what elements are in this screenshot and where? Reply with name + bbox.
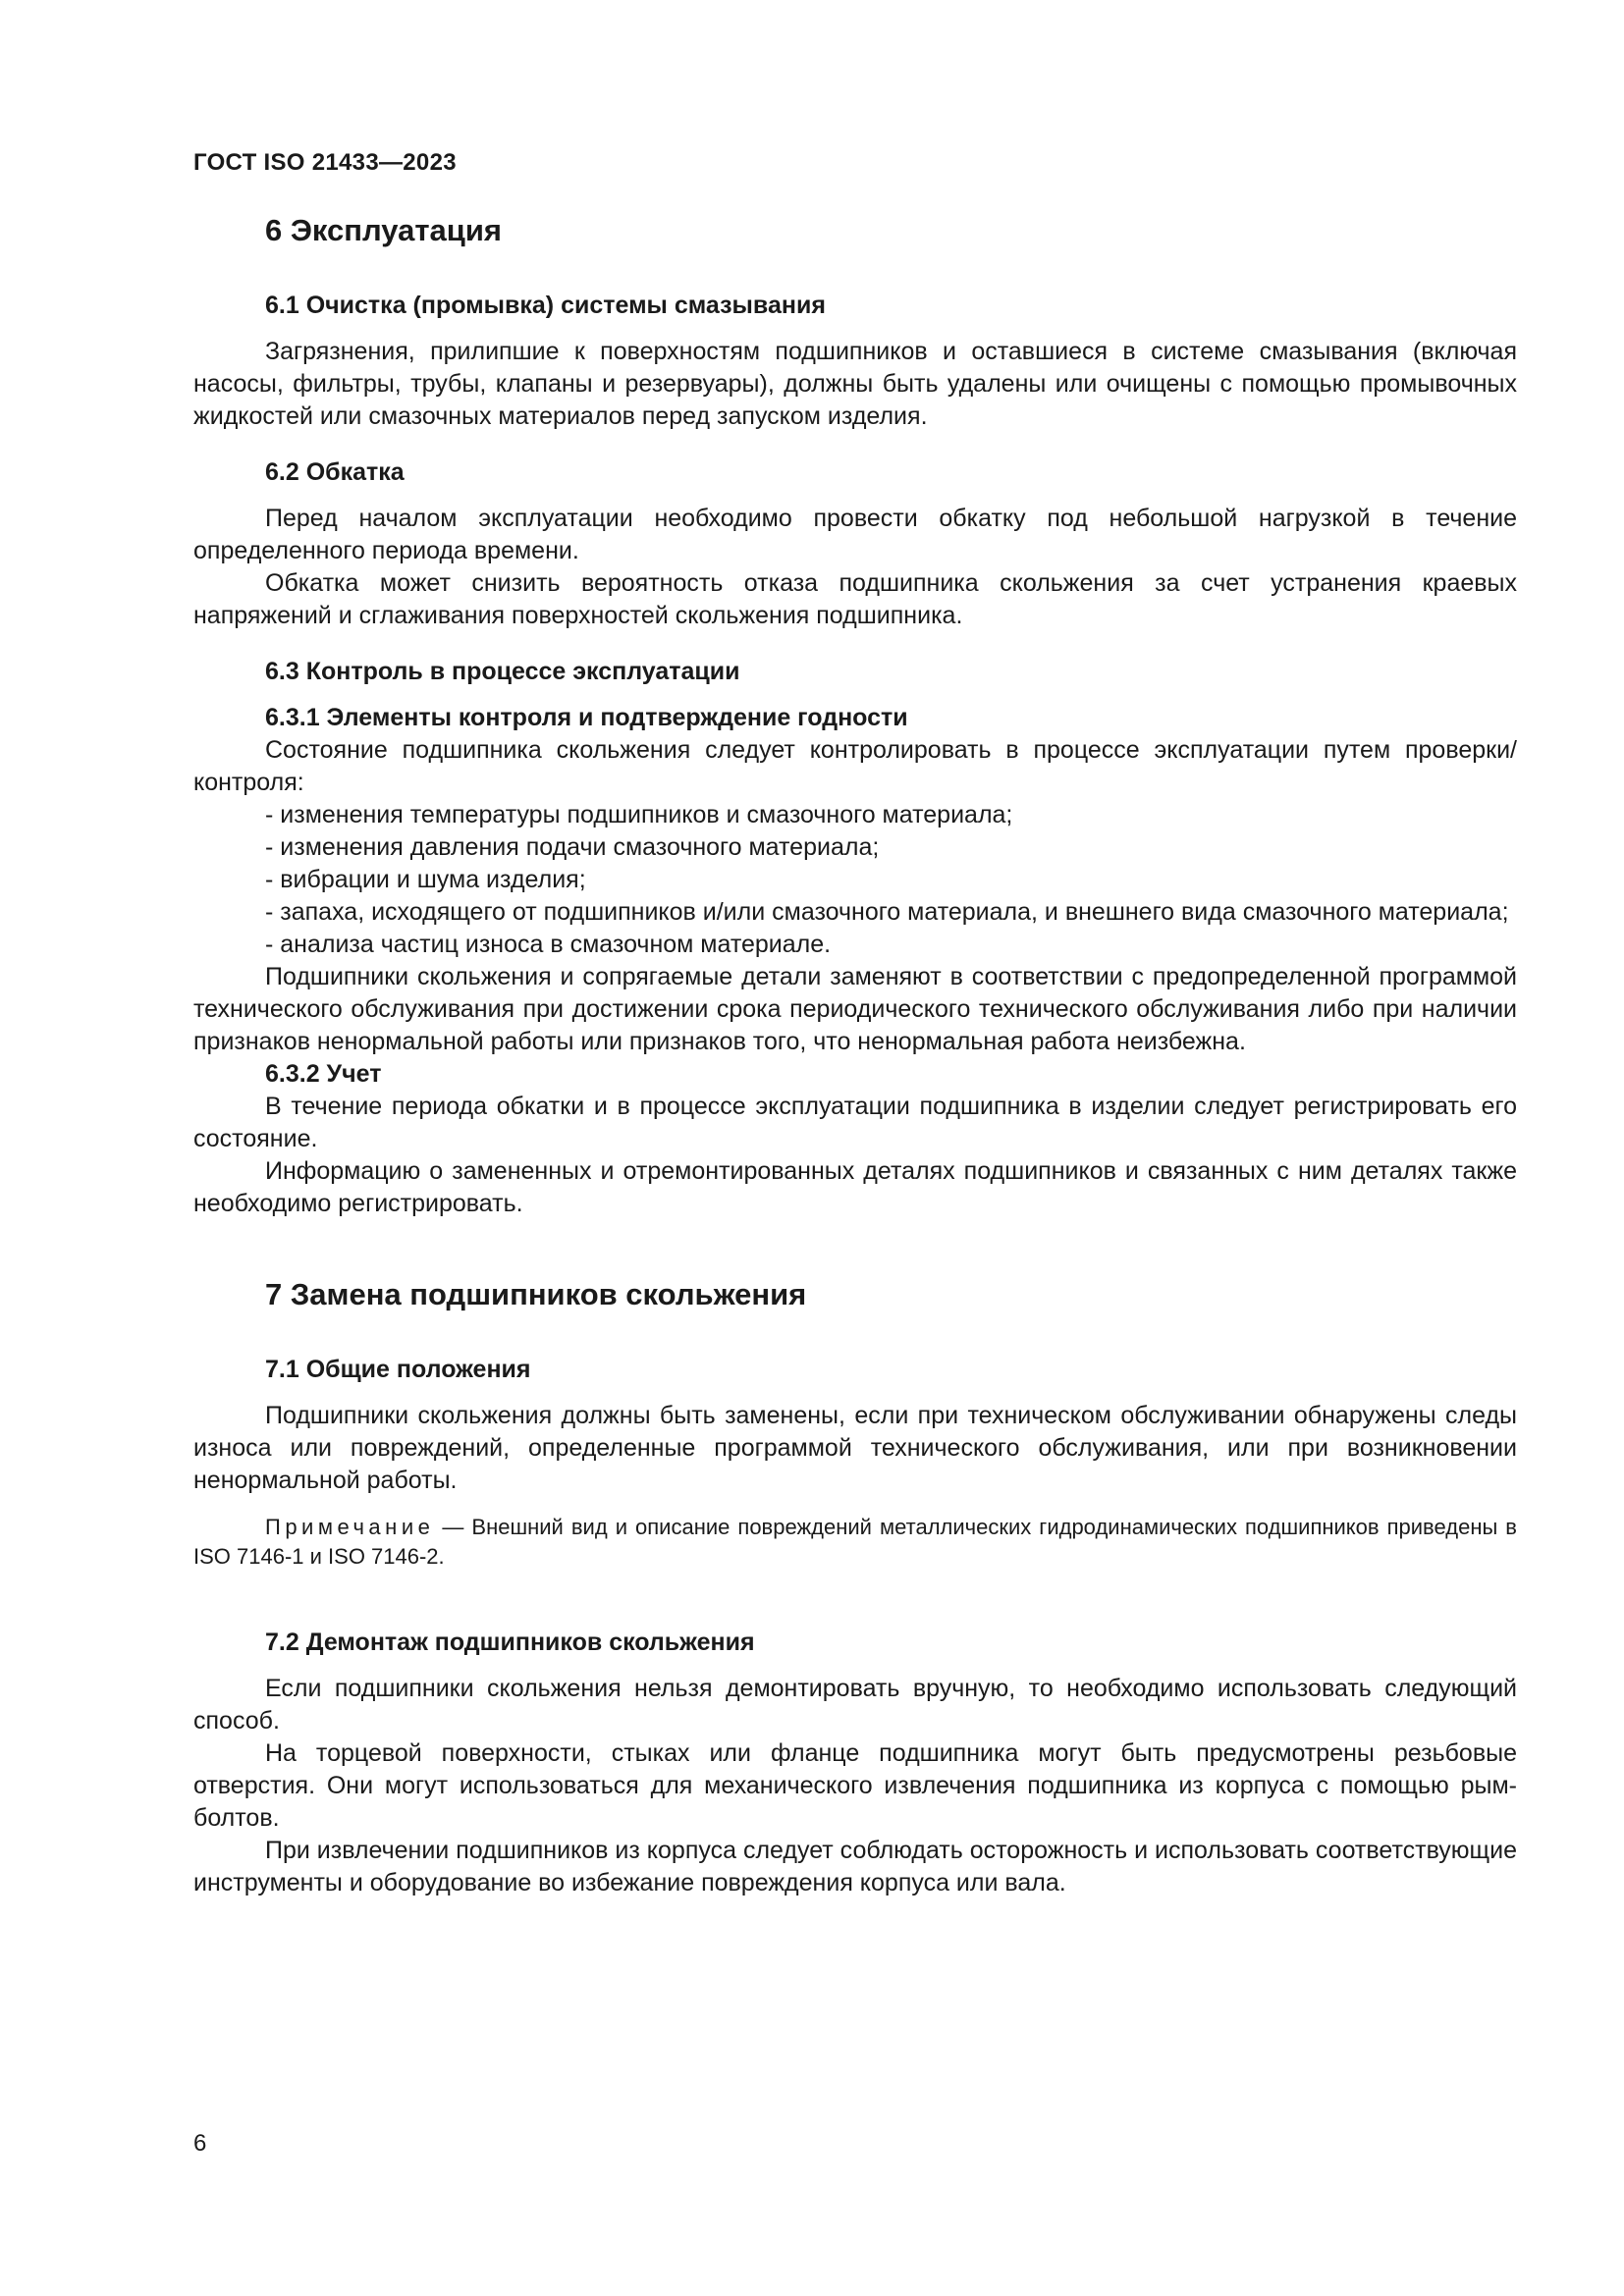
section-6-3-2-paragraph-1: В течение периода обкатки и в процессе эксплуатации подшипника в изделии следует регистрировать его состояние. xyxy=(193,1093,1517,1152)
section-6-1-paragraph: Загрязнения, прилипшие к поверхностям подшипников и оставшиеся в системе смазывания (включая насосы, фильтры, трубы, клапаны и резервуары), должны быть удалены или очищены с помощью промывочных жидкостей или смазочных материалов перед запуском изделия. xyxy=(193,338,1517,430)
section-7-2-paragraph-3: При извлечении подшипников из корпуса следует соблюдать осторожность и использовать соответствующие инструменты и оборудование во избежание повреждения корпуса или вала. xyxy=(193,1837,1517,1896)
section-6-2-paragraph-1: Перед началом эксплуатации необходимо провести обкатку под небольшой нагрузкой в течение определенного периода времени. xyxy=(193,505,1517,564)
note-text: — Внешний вид и описание повреждений металлических гидродинамических подшипников приведены в ISO 7146-1 и ISO 7146-2. xyxy=(193,1515,1517,1569)
note xyxy=(193,1513,1517,1572)
section-6-3-1-paragraph-1: Состояние подшипника скольжения следует контролировать в процессе эксплуатации путем проверки/контроля: xyxy=(193,736,1517,796)
note-label: Примечание xyxy=(265,1515,435,1539)
section-6-3-1-paragraph-2: Подшипники скольжения и сопрягаемые детали заменяют в соответствии с предопределенной программой технического обслуживания при достижении срока периодического технического обслуживания либо при наличии признаков ненормальной работы или признаков того, что ненормальная работа неизбежна. xyxy=(193,963,1517,1055)
page-content xyxy=(193,211,1517,1899)
list-item: - изменения давления подачи смазочного материала; xyxy=(265,833,880,861)
section-6-3-2-paragraph-2: Информацию о замененных и отремонтированных деталях подшипников и связанных с ним деталях также необходимо регистрировать. xyxy=(193,1157,1517,1217)
section-6-title: 6 Эксплуатация xyxy=(265,213,502,247)
section-7-title: 7 Замена подшипников скольжения xyxy=(265,1277,807,1311)
page-number: 6 xyxy=(193,2130,207,2157)
list-item: - вибрации и шума изделия; xyxy=(265,866,586,893)
section-7-2-title: 7.2 Демонтаж подшипников скольжения xyxy=(265,1629,755,1656)
list-item: - изменения температуры подшипников и смазочного материала; xyxy=(265,801,1013,828)
section-6-3-title: 6.3 Контроль в процессе эксплуатации xyxy=(265,658,740,685)
section-7-1-title: 7.1 Общие положения xyxy=(265,1356,531,1383)
section-6-3-2-title: 6.3.2 Учет xyxy=(265,1060,382,1088)
section-7-2-paragraph-1: Если подшипники скольжения нельзя демонтировать вручную, то необходимо использовать следующий способ. xyxy=(193,1675,1517,1735)
section-7-2-paragraph-2: На торцевой поверхности, стыках или фланце подшипника могут быть предусмотрены резьбовые отверстия. Они могут использоваться для механического извлечения подшипника из корпуса с помощью рым-болтов. xyxy=(193,1739,1517,1832)
section-6-1-title: 6.1 Очистка (промывка) системы смазывания xyxy=(265,292,826,319)
section-7-1-paragraph: Подшипники скольжения должны быть заменены, если при техническом обслуживании обнаружены следы износа или повреждений, определенные программой технического обслуживания, или при возникновении ненормальной работы. xyxy=(193,1402,1517,1494)
document-code: ГОСТ ISO 21433—2023 xyxy=(193,149,457,176)
list-item: - анализа частиц износа в смазочном материале. xyxy=(265,931,832,958)
section-6-2-paragraph-2: Обкатка может снизить вероятность отказа подшипника скольжения за счет устранения краевых напряжений и сглаживания поверхностей скольжения подшипника. xyxy=(193,569,1517,629)
list-item: - запаха, исходящего от подшипников и/или смазочного материала, и внешнего вида смазочного материала; xyxy=(265,898,1509,926)
section-6-3-1-title: 6.3.1 Элементы контроля и подтверждение годности xyxy=(265,704,908,731)
section-6-2-title: 6.2 Обкатка xyxy=(265,458,405,486)
